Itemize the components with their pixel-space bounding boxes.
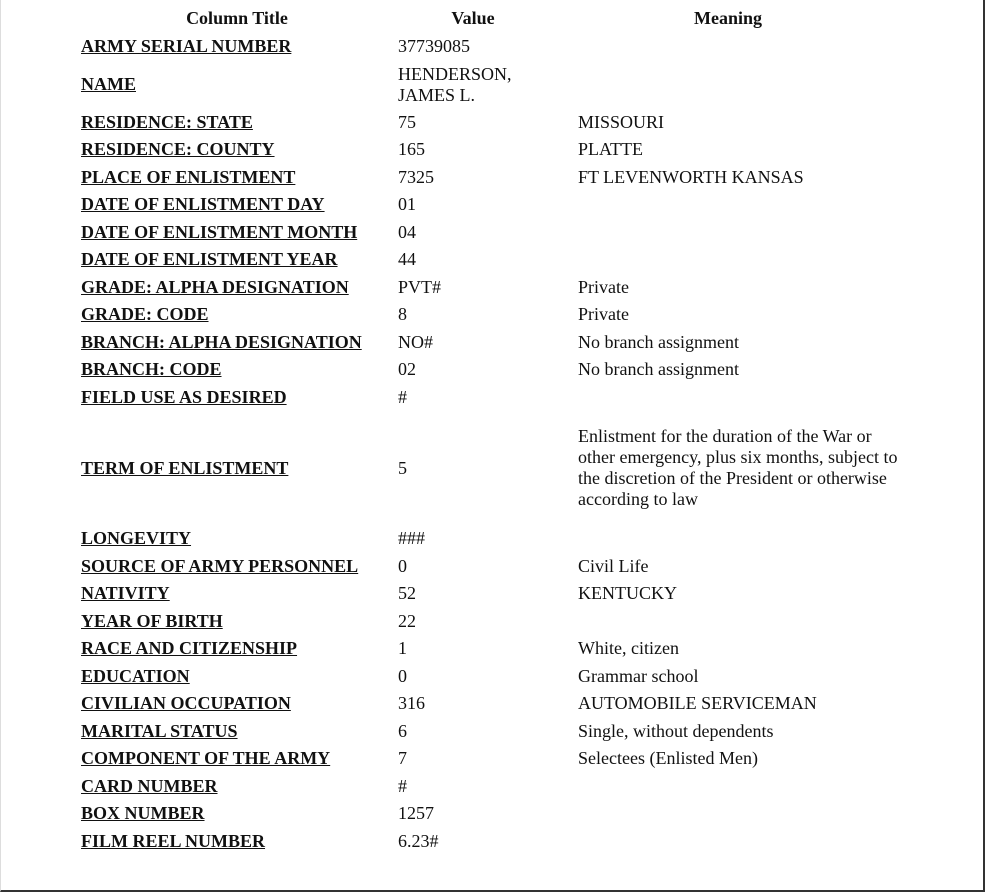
table-row bbox=[76, 635, 898, 663]
row-title: RESIDENCE: STATE bbox=[81, 111, 253, 132]
table-row bbox=[76, 301, 898, 329]
row-title: DATE OF ENLISTMENT MONTH bbox=[81, 221, 358, 242]
row-title: NAME bbox=[81, 74, 136, 94]
row-value: 316 bbox=[398, 693, 425, 714]
table-row bbox=[76, 690, 898, 718]
row-meaning: No branch assignment bbox=[578, 331, 739, 352]
row-title: DATE OF ENLISTMENT DAY bbox=[81, 194, 325, 215]
row-meaning: FT LEVENWORTH KANSAS bbox=[578, 166, 804, 187]
row-meaning bbox=[578, 773, 898, 801]
row-title: PLACE OF ENLISTMENT bbox=[81, 166, 296, 187]
row-value: 75 bbox=[398, 111, 416, 132]
row-meaning: Civil Life bbox=[578, 555, 649, 576]
row-value: ### bbox=[398, 528, 425, 549]
row-title: CARD NUMBER bbox=[81, 775, 218, 796]
table-row bbox=[76, 136, 898, 164]
row-value: 5 bbox=[398, 457, 407, 478]
row-meaning bbox=[578, 525, 898, 553]
row-meaning: Private bbox=[578, 276, 629, 297]
table-row bbox=[76, 663, 898, 691]
meaning-header: Meaning bbox=[693, 8, 762, 28]
row-meaning bbox=[578, 61, 898, 109]
row-value: HENDERSON, JAMES L. bbox=[398, 63, 512, 105]
row-meaning: KENTUCKY bbox=[578, 583, 677, 604]
row-title: RACE AND CITIZENSHIP bbox=[81, 638, 298, 659]
row-value: 1 bbox=[398, 638, 407, 659]
row-meaning: PLATTE bbox=[578, 139, 643, 160]
row-value: 44 bbox=[398, 249, 416, 270]
row-meaning: MISSOURI bbox=[578, 111, 665, 132]
table-row bbox=[76, 61, 898, 109]
table-row bbox=[76, 718, 898, 746]
table-row bbox=[76, 800, 898, 828]
row-title: GRADE: ALPHA DESIGNATION bbox=[81, 276, 349, 297]
row-value: 7 bbox=[398, 748, 407, 769]
row-meaning bbox=[578, 828, 898, 856]
row-title: COMPONENT OF THE ARMY bbox=[81, 748, 331, 769]
row-title: FILM REEL NUMBER bbox=[81, 830, 266, 851]
row-meaning: Selectees (Enlisted Men) bbox=[578, 748, 758, 769]
table-row bbox=[76, 828, 898, 856]
table-row bbox=[76, 525, 898, 553]
row-value: 52 bbox=[398, 583, 416, 604]
row-title: RESIDENCE: COUNTY bbox=[81, 139, 275, 160]
row-meaning bbox=[578, 219, 898, 247]
table-row bbox=[76, 219, 898, 247]
table-row bbox=[76, 329, 898, 357]
table-row bbox=[76, 33, 898, 61]
row-value: 0 bbox=[398, 665, 407, 686]
row-value: NO# bbox=[398, 331, 433, 352]
row-title: FIELD USE AS DESIRED bbox=[81, 386, 287, 407]
row-value: 0 bbox=[398, 555, 407, 576]
table-row bbox=[76, 553, 898, 581]
table-row bbox=[76, 109, 898, 137]
row-value: 1257 bbox=[398, 803, 434, 824]
row-value: 7325 bbox=[398, 166, 434, 187]
table-row bbox=[76, 608, 898, 636]
table-row bbox=[76, 246, 898, 274]
row-value: 02 bbox=[398, 359, 416, 380]
table-row bbox=[76, 164, 898, 192]
row-value: # bbox=[398, 775, 407, 796]
table-row bbox=[76, 274, 898, 302]
row-title: TERM OF ENLISTMENT bbox=[81, 457, 289, 478]
row-value: # bbox=[398, 386, 407, 407]
row-meaning: AUTOMOBILE SERVICEMAN bbox=[578, 693, 817, 714]
row-title: DATE OF ENLISTMENT YEAR bbox=[81, 249, 338, 270]
value-header: Value bbox=[451, 8, 495, 28]
row-meaning: Enlistment for the duration of the War or other emergency, plus six months, subject to the discretion of the President or otherwise according to law bbox=[578, 426, 898, 509]
row-meaning: Single, without dependents bbox=[578, 720, 774, 741]
table-row bbox=[76, 191, 898, 219]
row-value: 22 bbox=[398, 610, 416, 631]
row-title: BRANCH: CODE bbox=[81, 359, 222, 380]
header-row bbox=[76, 8, 898, 33]
table-row bbox=[76, 580, 898, 608]
row-meaning bbox=[578, 33, 898, 61]
row-value: 165 bbox=[398, 139, 425, 160]
column-title-header: Column Title bbox=[186, 8, 288, 28]
row-meaning: No branch assignment bbox=[578, 359, 739, 380]
row-meaning: White, citizen bbox=[578, 638, 679, 659]
row-meaning bbox=[578, 608, 898, 636]
row-title: GRADE: CODE bbox=[81, 304, 209, 325]
enlistment-record-table bbox=[76, 8, 898, 855]
table-row bbox=[76, 356, 898, 384]
row-meaning: Private bbox=[578, 304, 629, 325]
row-meaning bbox=[578, 384, 898, 412]
row-title: CIVILIAN OCCUPATION bbox=[81, 693, 291, 714]
row-title: SOURCE OF ARMY PERSONNEL bbox=[81, 555, 359, 576]
row-title: BOX NUMBER bbox=[81, 803, 205, 824]
row-title: MARITAL STATUS bbox=[81, 720, 238, 741]
row-title: EDUCATION bbox=[81, 665, 190, 686]
row-meaning: Grammar school bbox=[578, 665, 699, 686]
row-meaning bbox=[578, 191, 898, 219]
row-title: ARMY SERIAL NUMBER bbox=[81, 36, 292, 57]
row-value: PVT# bbox=[398, 276, 442, 297]
row-value: 37739085 bbox=[398, 36, 470, 57]
row-title: YEAR OF BIRTH bbox=[81, 610, 223, 631]
table-row bbox=[76, 411, 898, 525]
row-value: 6.23# bbox=[398, 830, 439, 851]
row-title: LONGEVITY bbox=[81, 528, 192, 549]
row-value: 6 bbox=[398, 720, 407, 741]
row-meaning bbox=[578, 800, 898, 828]
row-title: BRANCH: ALPHA DESIGNATION bbox=[81, 331, 362, 352]
table-row bbox=[76, 384, 898, 412]
row-meaning bbox=[578, 246, 898, 274]
row-title: NATIVITY bbox=[81, 583, 170, 604]
table-row bbox=[76, 745, 898, 773]
row-value: 01 bbox=[398, 194, 416, 215]
table-row bbox=[76, 773, 898, 801]
row-value: 8 bbox=[398, 304, 407, 325]
row-value: 04 bbox=[398, 221, 416, 242]
